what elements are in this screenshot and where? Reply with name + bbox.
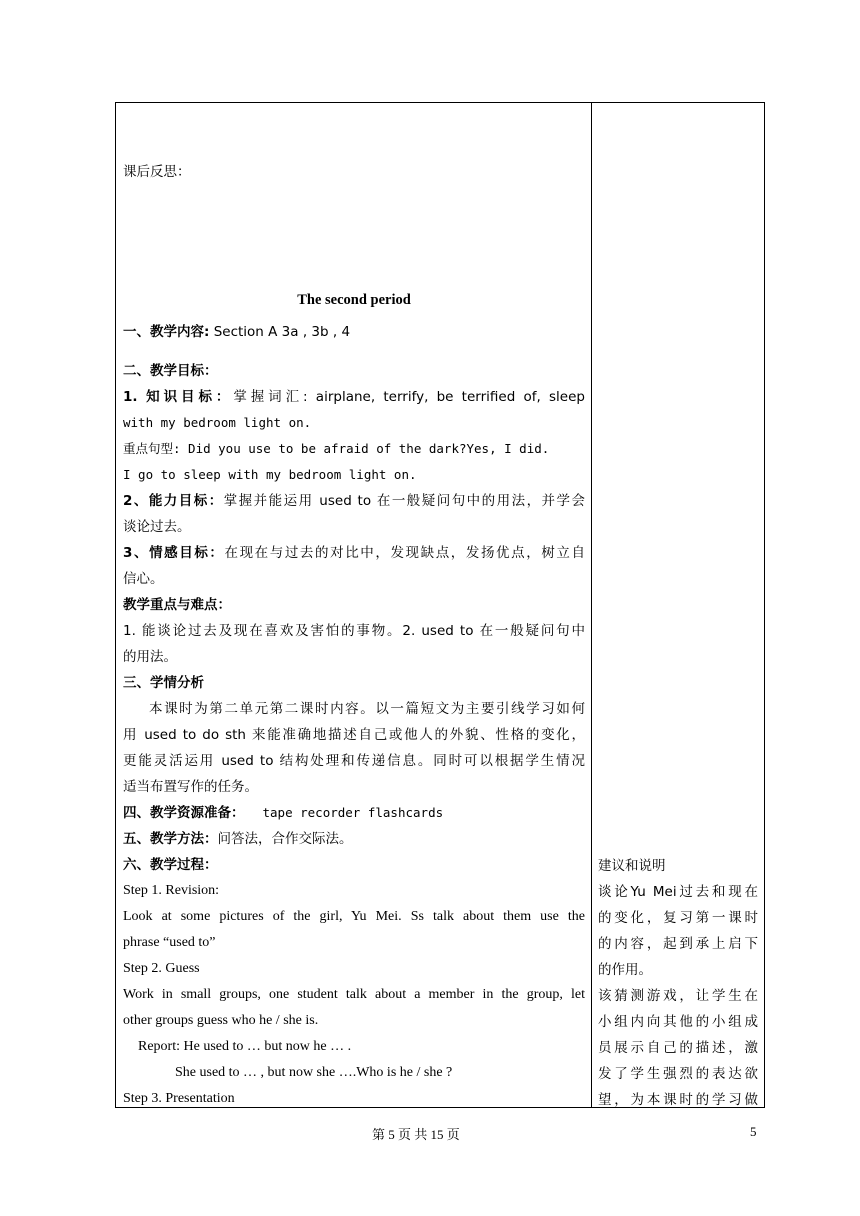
column-divider (591, 102, 592, 1108)
report-line2: She used to … , but now she ….Who is he / she ? (175, 1065, 453, 1080)
report-line1: Report: He used to … but now he … . (138, 1039, 352, 1054)
suggestion-line: 的作用。 (598, 962, 652, 978)
key-sentence-line2: I go to sleep with my bedroom light on. (123, 467, 417, 482)
suggestion-line: 员展示自己的描述，激 (598, 1040, 758, 1056)
step1-line2: phrase “used to” (123, 935, 216, 950)
resources-line (123, 803, 443, 823)
suggestion-line: 谈论Yu Mei过去和现在 (598, 884, 758, 900)
key-difficult-line1: 1. 能谈论过去及现在喜欢及害怕的事物。2. used to 在一般疑问句中 (123, 623, 585, 639)
page-number: 5 (750, 1124, 757, 1139)
key-difficult-line2: 的用法。 (123, 649, 177, 665)
emotion-objective-text: 在现在与过去的对比中，发现缺点，发扬优点，树立自 (224, 545, 585, 561)
procedure-heading: 六、教学过程： (123, 857, 218, 873)
key-difficult-heading: 教学重点与难点： (123, 597, 231, 613)
learner-analysis-line3: 更能灵活运用 used to 结构处理和传递信息。同时可以根据学生情况 (123, 753, 585, 769)
suggestion-line: 该猜测游戏，让学生在 (598, 988, 758, 1004)
learner-analysis-line1: 本课时为第二单元第二课时内容。以一篇短文为主要引线学习如何 (149, 701, 585, 717)
learner-analysis-line4: 适当布置写作的任务。 (123, 779, 258, 795)
resources-label: 四、教学资源准备： (123, 805, 245, 821)
learner-analysis-line2: 用 used to do sth 来能准确地描述自己或他人的外貌、性格的变化， (123, 727, 585, 743)
ability-objective-label: 2、能力目标： (123, 493, 224, 509)
key-sentence-line1: 重点句型: Did you use to be afraid of the dark?Yes, I did. (123, 441, 550, 456)
knowledge-objective-line1 (123, 387, 585, 407)
reflection-label: 课后反思： (123, 164, 191, 180)
page-counter: 第 5 页 共 15 页 (372, 1127, 460, 1142)
section-content (123, 322, 350, 342)
section-content-value: Section A 3a , 3b , 4 (209, 324, 351, 340)
ability-objective-line2: 谈论过去。 (123, 519, 191, 535)
suggestion-line: 的变化，复习第一课时 (598, 910, 758, 926)
period-title: The second period (297, 292, 411, 308)
knowledge-objective-text: 掌握词汇: airplane, terrify, be terrified of, sleep (233, 389, 585, 405)
suggestion-line: 发了学生强烈的表达欲 (598, 1066, 758, 1082)
methods-line (123, 829, 353, 849)
step2-line2: other groups guess who he / she is. (123, 1013, 319, 1028)
step3-heading: Step 3. Presentation (123, 1091, 235, 1106)
knowledge-objective-line2: with my bedroom light on. (123, 415, 312, 430)
step1-line1: Look at some pictures of the girl, Yu Mei. Ss talk about them use the (123, 909, 585, 924)
suggestion-line: 小组内向其他的小组成 (598, 1014, 758, 1030)
methods-value: 问答法，合作交际法。 (217, 831, 353, 847)
objectives-heading: 二、教学目标： (123, 363, 218, 379)
step2-line1: Work in small groups, one student talk about a member in the group, let (123, 987, 585, 1002)
step1-heading: Step 1. Revision: (123, 883, 220, 898)
knowledge-objective-label: 1. 知识目标： (123, 389, 234, 405)
section-content-label: 一、教学内容: (123, 324, 210, 340)
step2-heading: Step 2. Guess (123, 961, 200, 976)
methods-label: 五、教学方法： (123, 831, 218, 847)
suggestions-heading: 建议和说明 (598, 858, 666, 874)
learner-analysis-heading: 三、学情分析 (123, 675, 204, 691)
emotion-objective-line2: 信心。 (123, 571, 164, 587)
emotion-objective-line1 (123, 543, 585, 563)
emotion-objective-label: 3、情感目标： (123, 545, 225, 561)
suggestion-line: 望，为本课时的学习做 (598, 1092, 758, 1108)
resources-value: tape recorder flashcards (262, 805, 444, 820)
ability-objective-line1 (123, 491, 585, 511)
ability-objective-text: 掌握并能运用 used to 在一般疑问句中的用法，并学会 (223, 493, 585, 509)
suggestion-line: 的内容，起到承上启下 (598, 936, 758, 952)
